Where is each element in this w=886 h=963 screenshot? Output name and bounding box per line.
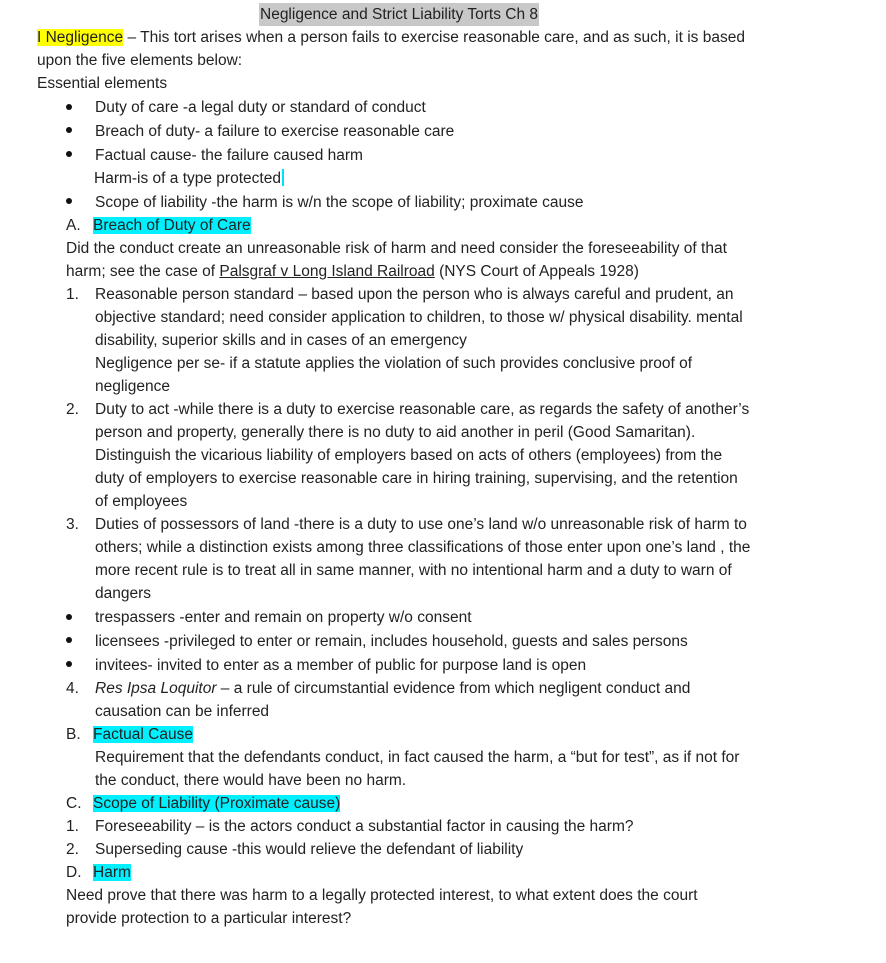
element-item: Scope of liability -the harm is w/n the scope of liability; proximate cause: [95, 194, 584, 211]
text-cursor: [282, 169, 284, 186]
list-item-line: person and property, generally there is no duty to aid another in peril (Good Samaritan).: [95, 424, 696, 441]
section-d-line: provide protection to a particular interest?: [66, 910, 352, 927]
section-c-marker: C.: [66, 795, 82, 812]
p2-post: (NYS Court of Appeals 1928): [434, 263, 639, 280]
essential-elements-label: Essential elements: [37, 75, 168, 92]
section-d-line: Need prove that there was harm to a legally protected interest, to what extent does the court: [66, 887, 698, 904]
case-citation: Palsgraf v Long Island Railroad: [219, 263, 435, 280]
bullet-icon: [66, 661, 72, 667]
list-marker: 1.: [66, 818, 79, 835]
intro-text-1: – This tort arises when a person fails to exercise reasonable care, and as such, it is based: [123, 29, 745, 46]
bullet-icon: [66, 198, 72, 204]
list-item-line: causation can be inferred: [95, 703, 270, 720]
res-ipsa-term: Res Ipsa Loquitor: [95, 680, 217, 697]
document-title: Negligence and Strict Liability Torts Ch 8: [259, 3, 539, 26]
section-c-heading: Scope of Liability (Proximate cause): [93, 795, 341, 812]
list-marker: 2.: [66, 401, 79, 418]
land-bullet-item: licensees -privileged to enter or remain, includes household, guests and sales persons: [95, 633, 688, 650]
element-item: Factual cause- the failure caused harm: [95, 147, 363, 164]
list-item-line: Reasonable person standard – based upon the person who is always careful and prudent, an: [95, 286, 734, 303]
section-b-heading: Factual Cause: [93, 726, 193, 743]
section-d-marker: D.: [66, 864, 82, 881]
section-a-paragraph: Did the conduct create an unreasonable risk of harm and need consider the foreseeability of that: [66, 240, 727, 257]
list-item-line: others; while a distinction exists among three classifications of those enter upon one’s land , the: [95, 539, 751, 556]
section-b-line: Requirement that the defendants conduct, in fact caused the harm, a “but for test”, as if not for: [95, 749, 740, 766]
section-a-heading: Breach of Duty of Care: [93, 217, 251, 234]
list-item-line: more recent rule is to treat all in same manner, with no intentional harm and a duty to warn of: [95, 562, 732, 579]
list-item-line: negligence: [95, 378, 170, 395]
section-b-marker: B.: [66, 726, 81, 743]
list-item-line: Duty to act -while there is a duty to exercise reasonable care, as regards the safety of another’s: [95, 401, 750, 418]
bullet-icon: [66, 614, 72, 620]
list-item-line: of employees: [95, 493, 188, 510]
list-marker: 1.: [66, 286, 79, 303]
list-item-line: Duties of possessors of land -there is a duty to use one’s land w/o unreasonable risk of harm to: [95, 516, 747, 533]
bullet-icon: [66, 151, 72, 157]
element-item-text: Harm-is of a type protected: [94, 170, 281, 187]
section-c-item: Foreseeability – is the actors conduct a substantial factor in causing the harm?: [95, 818, 634, 835]
element-item: Duty of care -a legal duty or standard of conduct: [95, 99, 426, 116]
list-item-line: [95, 677, 690, 700]
section-d-heading: Harm: [93, 864, 131, 881]
element-item-continuation: [94, 167, 284, 190]
land-bullet-item: trespassers -enter and remain on property w/o consent: [95, 609, 472, 626]
bullet-icon: [66, 127, 72, 133]
list-marker: 2.: [66, 841, 79, 858]
list-item-line: duty of employers to exercise reasonable care in hiring training, supervising, and the retention: [95, 470, 738, 487]
element-item: Breach of duty- a failure to exercise reasonable care: [95, 123, 455, 140]
list-item-line: Distinguish the vicarious liability of employers based on acts of others (employees) from the: [95, 447, 723, 464]
list-marker: 3.: [66, 516, 79, 533]
p2-pre: harm; see the case of: [66, 263, 220, 280]
list-item-line: Negligence per se- if a statute applies the violation of such provides conclusive proof of: [95, 355, 693, 372]
section-a-marker: A.: [66, 217, 81, 234]
land-bullet-item: invitees- invited to enter as a member of public for purpose land is open: [95, 657, 587, 674]
intro-line-2: upon the five elements below:: [37, 52, 243, 69]
section-b-line: the conduct, there would have been no harm.: [95, 772, 407, 789]
bullet-icon: [66, 104, 72, 110]
list-item-line: objective standard; need consider application to children, to those w/ physical disability. mental: [95, 309, 743, 326]
list-item-line: disability, superior skills and in cases of an emergency: [95, 332, 467, 349]
section-c-item: Superseding cause -this would relieve the defendant of liability: [95, 841, 524, 858]
negligence-heading: I Negligence: [37, 29, 124, 46]
res-ipsa-text: – a rule of circumstantial evidence from which negligent conduct and: [216, 680, 691, 697]
section-a-paragraph-2: [66, 260, 639, 283]
list-marker: 4.: [66, 680, 79, 697]
list-item-line: dangers: [95, 585, 152, 602]
intro-line-1: [37, 26, 745, 49]
bullet-icon: [66, 637, 72, 643]
